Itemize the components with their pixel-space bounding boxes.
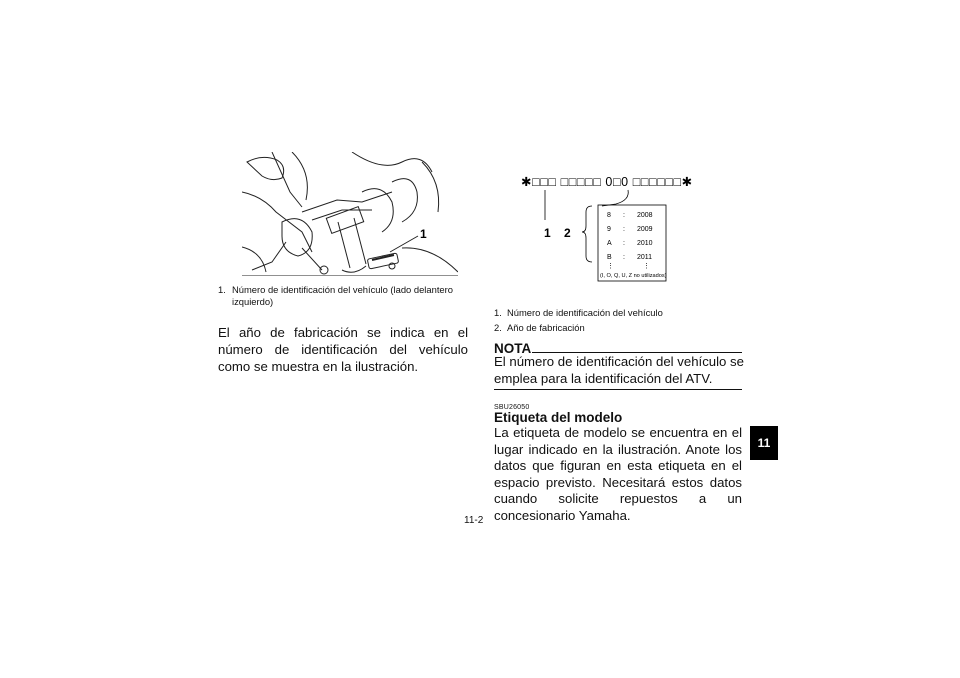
vin-code: ✱□□□ □□□□□ 0□0 □□□□□□✱: [521, 175, 693, 189]
figure-caption-left: [218, 284, 468, 308]
diagram-label-2: 2: [564, 226, 571, 240]
continuation-dots: ⋮: [607, 263, 614, 270]
paragraph-model-label: La etiqueta de modelo se encuentra en el lugar indicado en la ilustración. Anote los datos que figuran en esta etiqueta en el espacio previsto. Necesitará estos datos cuando solicite repuestos a un concesionario Yamaha.: [494, 425, 742, 523]
caption-item: [494, 305, 744, 320]
caption-item: [494, 320, 744, 335]
year-code: B: [607, 254, 612, 261]
caption-text-line2: izquierdo): [232, 296, 274, 307]
vin-diagram: [520, 170, 726, 282]
caption-text: Año de fabricación: [507, 322, 585, 333]
year-code: A: [607, 240, 612, 247]
section-code: SBU26050: [494, 404, 530, 411]
year-sep: :: [623, 212, 625, 219]
vehicle-frame-illustration: [242, 152, 458, 276]
caption-text-line1: Número de identificación del vehículo (lado delantero: [232, 284, 453, 295]
year-sep: :: [623, 240, 625, 247]
year-value: 2010: [637, 240, 653, 247]
note-rule-bottom: [494, 389, 742, 390]
year-value: 2011: [637, 254, 653, 261]
caption-text: Número de identificación del vehículo: [507, 307, 663, 318]
caption-number: 1.: [494, 307, 502, 318]
callout-1: 1: [420, 227, 427, 241]
year-value: 2008: [637, 212, 653, 219]
chapter-tab: 11: [750, 426, 778, 460]
paragraph-manufacture-year: El año de fabricación se indica en el número de identificación del vehículo como se muestra en la ilustración.: [218, 325, 468, 374]
year-code: 9: [607, 226, 611, 233]
section-heading: Etiqueta del modelo: [494, 410, 623, 425]
page-number: 11-2: [464, 515, 484, 526]
year-sep: :: [623, 254, 625, 261]
year-sep: :: [623, 226, 625, 233]
note-heading: NOTA: [494, 341, 532, 356]
caption-number: 2.: [494, 322, 502, 333]
figure-caption-right: [494, 305, 744, 335]
year-value: 2009: [637, 226, 653, 233]
unused-letters-note: (I, O, Q, U, Z no utilizados): [600, 273, 667, 279]
caption-number: 1.: [218, 284, 226, 295]
year-code: 8: [607, 212, 611, 219]
continuation-dots: ⋮: [643, 263, 650, 270]
diagram-label-1: 1: [544, 226, 551, 240]
note-text: El número de identificación del vehículo se emplea para la identificación del ATV.: [494, 354, 744, 386]
